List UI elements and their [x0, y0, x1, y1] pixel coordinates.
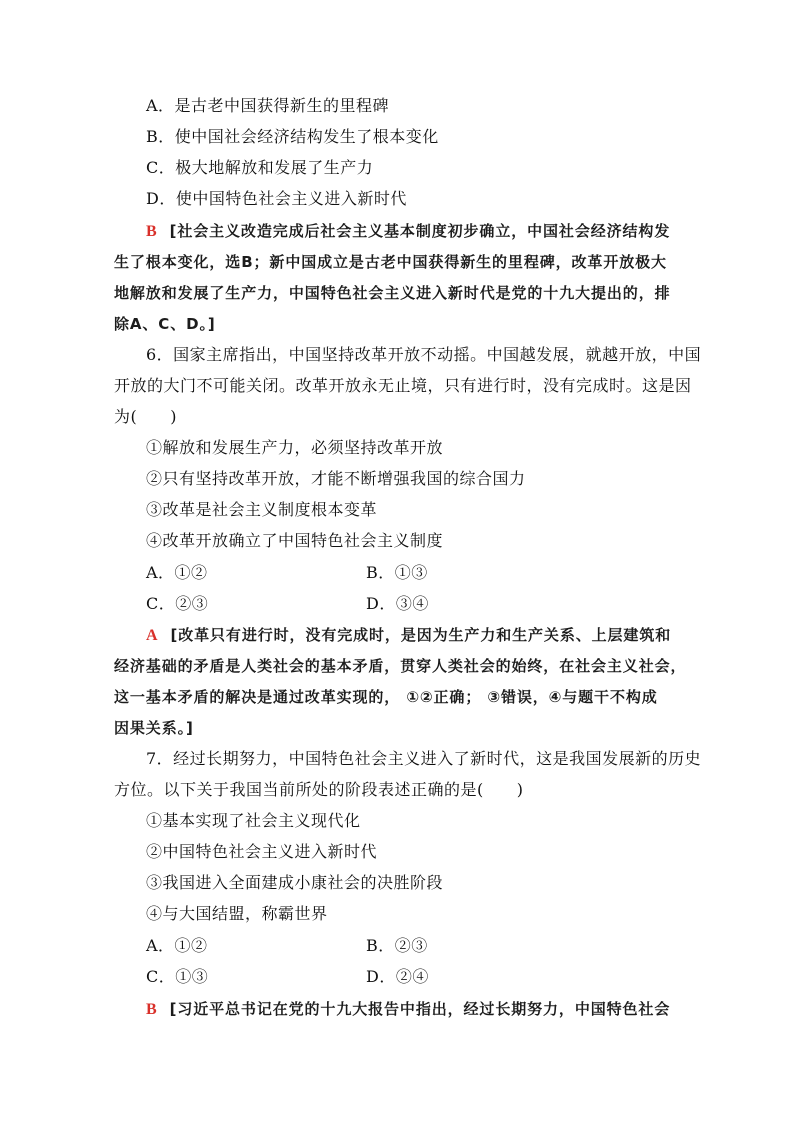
q6-stem-line-1: 6．国家主席指出，中国坚持改革开放不动摇。中国越发展，就越开放，中国 — [146, 345, 702, 364]
q6-answer-key: A — [146, 627, 159, 644]
q7-stem-line-1: 7．经过长期努力，中国特色社会主义进入了新时代，这是我国发展新的历史 — [146, 749, 702, 768]
q6-explanation-line-1: A [改革只有进行时，没有完成时，是因为生产力和生产关系、上层建筑和 — [146, 626, 672, 644]
q7-answer-key: B — [146, 1001, 158, 1018]
q6-statement-2: ②只有坚持改革开放，才能不断增强我国的综合国力 — [146, 469, 526, 488]
q5-option-c: C．极大地解放和发展了生产力 — [146, 158, 374, 177]
q7-statement-1: ①基本实现了社会主义现代化 — [146, 811, 361, 830]
q6-option-a: A．①② — [146, 563, 208, 582]
q6-explanation-line-2: 经济基础的矛盾是人类社会的基本矛盾，贯穿人类社会的始终，在社会主义社会， — [114, 657, 687, 675]
q7-stem-line-2: 方位。以下关于我国当前所处的阶段表述正确的是( ) — [114, 780, 524, 799]
q6-statement-4: ④改革开放确立了中国特色社会主义制度 — [146, 531, 444, 550]
q7-option-a: A．①② — [146, 936, 208, 955]
q6-option-d: D．③④ — [366, 594, 429, 613]
q6-option-c: C．②③ — [146, 594, 209, 613]
q7-option-b: B．②③ — [366, 936, 428, 955]
q7-statement-4: ④与大国结盟，称霸世界 — [146, 904, 328, 923]
q5-option-d: D．使中国特色社会主义进入新时代 — [146, 189, 407, 208]
q6-explanation-line-3: 这一基本矛盾的解决是通过改革实现的， ①②正确； ③错误，④与题干不构成 — [114, 688, 658, 706]
q5-explanation-line-4: 除A、C、D。] — [114, 315, 216, 333]
q6-statement-3: ③改革是社会主义制度根本变革 — [146, 500, 378, 519]
q6-stem-line-3: 为( ) — [114, 407, 177, 426]
q7-statement-2: ②中国特色社会主义进入新时代 — [146, 842, 378, 861]
q5-explanation-line-1: B [社会主义改造完成后社会主义基本制度初步确立，中国社会经济结构发 — [146, 222, 671, 240]
q5-answer-key: B — [146, 223, 158, 240]
q6-stem-line-2: 开放的大门不可能关闭。改革开放永无止境，只有进行时，没有完成时。这是因 — [114, 376, 692, 395]
q6-explanation-line-4: 因果关系。] — [114, 719, 194, 737]
q6-statement-1: ①解放和发展生产力，必须坚持改革开放 — [146, 438, 444, 457]
q7-option-d: D．②④ — [366, 967, 429, 986]
q6-option-b: B．①③ — [366, 563, 428, 582]
q5-option-a: A．是古老中国获得新生的里程碑 — [146, 96, 390, 115]
q7-explanation-line-1: B [习近平总书记在党的十九大报告中指出，经过长期努力，中国特色社会 — [146, 1000, 671, 1018]
q7-statement-3: ③我国进入全面建成小康社会的决胜阶段 — [146, 873, 444, 892]
q5-explanation-line-3: 地解放和发展了生产力，中国特色社会主义进入新时代是党的十九大提出的，排 — [114, 284, 671, 302]
q5-option-b: B．使中国社会经济结构发生了根本变化 — [146, 127, 439, 146]
q5-explanation-line-2: 生了根本变化，选B；新中国成立是古老中国获得新生的里程碑，改革开放极大 — [114, 253, 667, 271]
q7-option-c: C．①③ — [146, 967, 209, 986]
